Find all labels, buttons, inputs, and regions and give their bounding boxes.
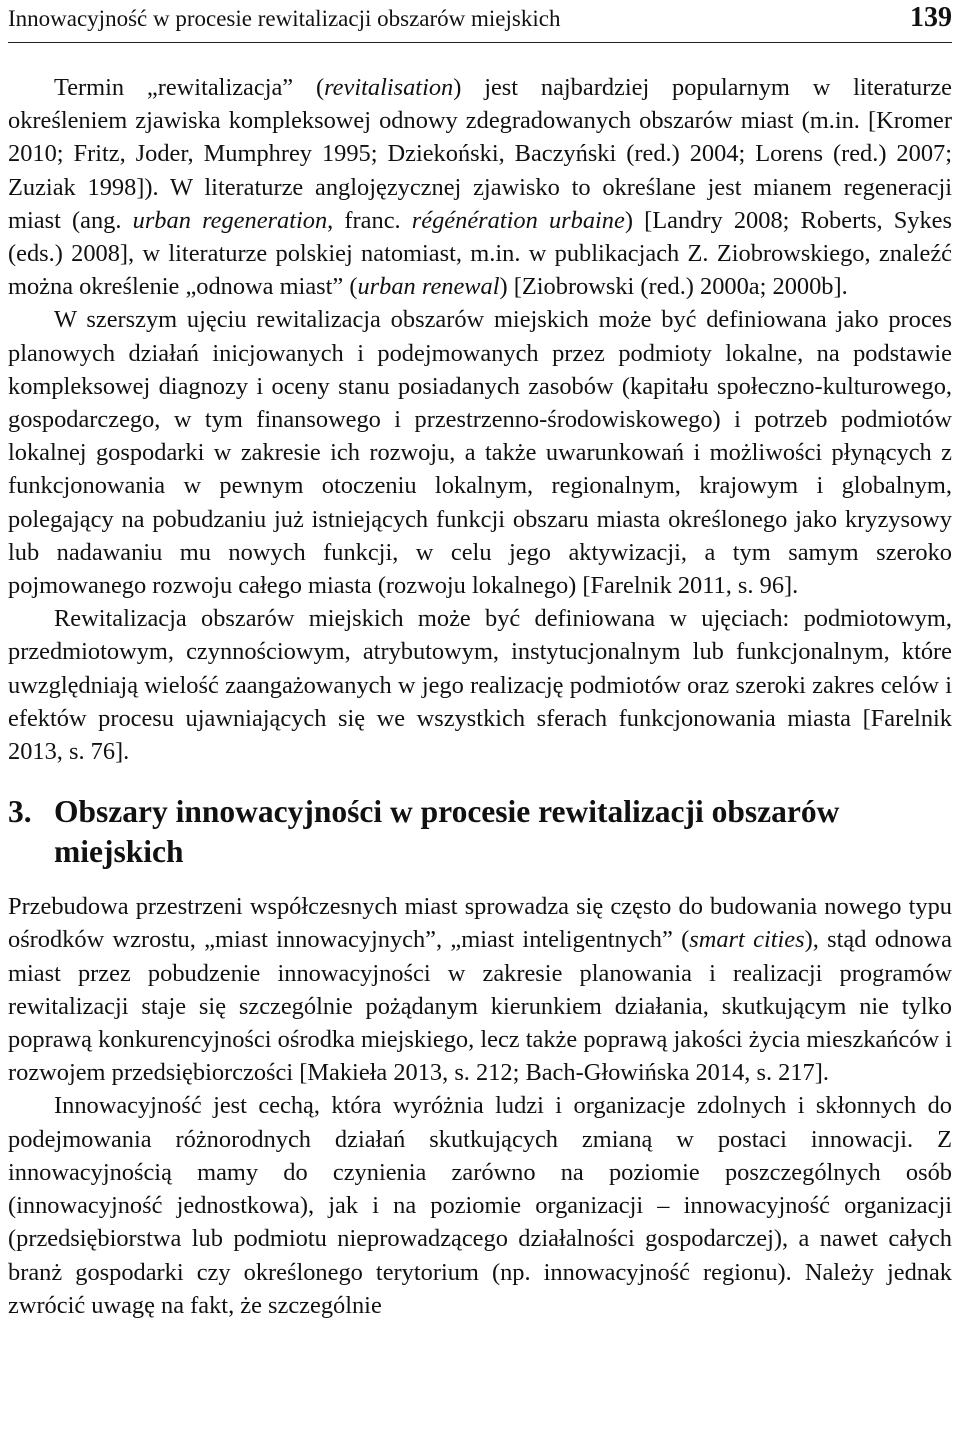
page-number: 139 <box>910 2 952 33</box>
paragraph-1-seg-0: Termin „rewitalizacja” ( <box>54 74 325 101</box>
paragraph-1-seg-5: régénération urbaine <box>411 206 625 234</box>
paragraph-1-seg-7: urban renewal <box>357 273 500 301</box>
running-header <box>8 0 952 43</box>
section-title: Obszary innowacyjności w procesie rewitalizacji obszarów miejskich <box>54 794 840 870</box>
paragraph-1-seg-2: ) jest najbardziej popularnym w literaturze określeniem zjawiska kompleksowej odnowy zdegradowanych obszarów miast (m.in. [Kromer 2010; Fritz, Joder, Mumphrey 1995; Dziekoński, Baczyński (red.) 2004; Lorens (red.) 2007; Zuziak 1998]). W literaturze anglojęzycznej zjawisko to określane jest mianem regeneracji miast (ang. <box>8 74 952 234</box>
paragraph-5 <box>8 1089 952 1321</box>
paragraph-4-seg-0: Przebudowa przestrzeni współczesnych miast sprowadza się często do budowania nowego typu ośrodków wzrostu, „miast innowacyjnych”, „miast inteligentnych” ( <box>8 893 952 954</box>
paragraph-1-seg-3: urban regeneration <box>132 206 328 234</box>
paragraph-4 <box>8 890 952 1089</box>
paragraph-2-seg-0: W szerszym ujęciu rewitalizacja obszarów miejskich może być definiowana jako proces planowych działań inicjowanych i podejmowanych przez podmioty lokalne, na podstawie kompleksowej diagnozy i oceny stanu posiadanych zasobów (kapitału społeczno-kulturowego, gospodarczego, w tym finansowego i przestrzenno-środowiskowego) i potrzeb podmiotów lokalnej gospodarki w zakresie ich rozwoju, a także uwarunkowań i możliwości płynących z funkcjonowania w pewnym otoczeniu lokalnym, regionalnym, krajowym i globalnym, polegający na pobudzaniu już istniejących funkcji obszaru miasta określonego jako kryzysowy lub nadawaniu mu nowych funkcji, w celu jego aktywizacji, a tym samym szeroko pojmowanego rozwoju całego miasta (rozwoju lokalnego) [Farelnik 2011, s. 96]. <box>8 306 952 600</box>
section-number: 3. <box>8 794 32 830</box>
paragraph-1-seg-4: , franc. <box>327 206 412 234</box>
paragraph-1-seg-1: revitalisation <box>324 74 454 101</box>
body-text <box>8 71 952 1322</box>
paragraph-1-seg-8: ) [Ziobrowski (red.) 2000a; 2000b]. <box>499 273 848 301</box>
paragraph-4-seg-2: ), stąd odnowa miast przez pobudzenie innowacyjności w zakresie planowania i realizacji programów rewitalizacji staje się szczególnie pożądanym kierunkiem działania, skutkującym nie tylko poprawą konkurencyjności ośrodka miejskiego, lecz także poprawą jakości życia mieszkańców i rozwojem przedsiębiorczości [Makieła 2013, s. 212; Bach-Głowińska 2014, s. 217]. <box>8 926 952 1087</box>
paragraph-1-seg-6: ) [Landry 2008; Roberts, Sykes (eds.) 2008], w literaturze polskiej natomiast, m.in. w publikacjach Z. Ziobrowskiego, znaleźć można określenie „odnowa miast” ( <box>8 206 953 301</box>
running-title: Innowacyjność w procesie rewitalizacji obszarów miejskich <box>8 6 561 31</box>
section-heading <box>8 792 952 872</box>
paragraph-3-seg-0: Rewitalizacja obszarów miejskich może być definiowana w ujęciach: podmiotowym, przedmiotowym, czynnościowym, atrybutowym, instytucjonalnym lub funkcjonalnym, które uwzględniają wielość zaangażowanych w jego realizację podmiotów oraz szeroki zakres celów i efektów procesu ujawniających się we wszystkich sferach funkcjonowania miasta [Farelnik 2013, s. 76]. <box>8 605 952 766</box>
paragraph-4-seg-1: smart cities <box>689 926 805 954</box>
paragraph-2 <box>8 303 952 602</box>
paragraph-5-seg-0: Innowacyjność jest cechą, która wyróżnia ludzi i organizacje zdolnych i skłonnych do podejmowania różnorodnych działań skutkujących zmianą w postaci innowacji. Z innowacyjnością mamy do czynienia zarówno na poziomie poszczególnych osób (innowacyjność jednostkowa), jak i na poziomie organizacji – innowacyjność organizacji (przedsiębiorstwa lub podmiotu nieprowadzącego działalności gospodarczej), a nawet całych branż gospodarki czy określonego terytorium (np. innowacyjność regionu). Należy jednak zwrócić uwagę na fakt, że szczególnie <box>8 1092 952 1319</box>
paragraph-1 <box>8 71 952 303</box>
paragraph-3 <box>8 602 952 768</box>
